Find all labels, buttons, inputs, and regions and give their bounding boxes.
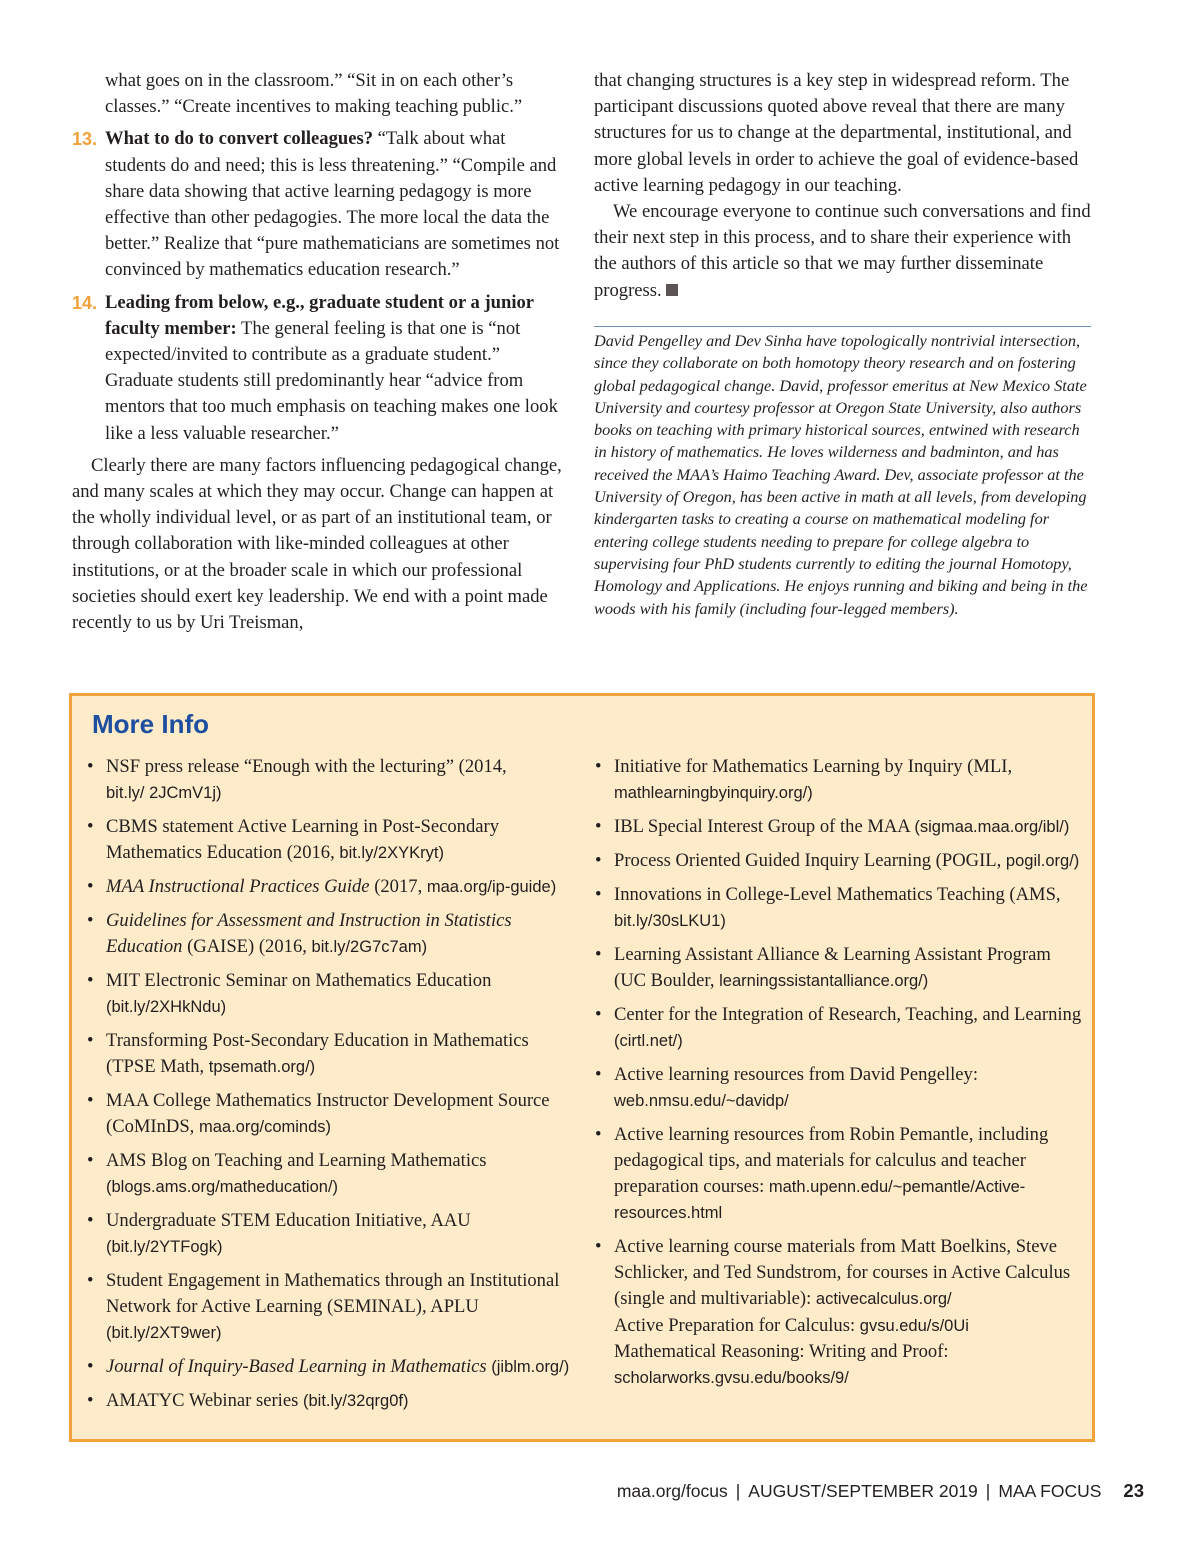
link[interactable]: bit.ly/30sLKU1) bbox=[614, 911, 726, 930]
item-heading: What to do to convert colleagues? bbox=[105, 128, 374, 150]
bullet-icon: • bbox=[595, 849, 602, 871]
link[interactable]: scholarworks.gvsu.edu/books/9/ bbox=[614, 1369, 849, 1388]
link[interactable]: (bit.ly/2XT9wer) bbox=[106, 1324, 222, 1343]
list-item: • Active learning resources from David Pengelley: web.nmsu.edu/~davidp/ bbox=[595, 1063, 979, 1110]
bullet-icon: • bbox=[87, 1269, 94, 1291]
link[interactable]: bit.ly/2G7c7am) bbox=[311, 938, 428, 956]
bullet-icon: • bbox=[87, 1356, 94, 1377]
bullet-icon: • bbox=[87, 1029, 94, 1051]
bullet-icon: • bbox=[595, 1236, 602, 1257]
bullet-icon: • bbox=[87, 969, 94, 991]
link[interactable]: activecalculus.org/ bbox=[815, 1290, 952, 1309]
author-bio: David Pengelley and Dev Sinha have topologically nontrivial intersection, since they collaborate on both homotopy theory research and on fostering global pedagogical change. David, professor emeritus at New Mexico State University and courtesy professor at Oregon State University, also authors books on teaching with primary historical sources, entwined with research in history of mathematics. He loves wilderness and badminton, and has received the MAA’s Haimo Teaching Award. Dev, associate professor at the University of Oregon, has been active in math at all levels, from developing kindergarten tasks to creating a course on mathematical modeling for entering college students needing to prepare for college algebra to supervising four PhD students currently to editing the journal Homotopy, Homology and Applications. He enjoys running and biking and being in the woods with his family (including four-legged members). bbox=[594, 331, 1088, 618]
bio-divider bbox=[594, 326, 1091, 327]
bullet-icon: • bbox=[87, 1209, 94, 1231]
bullet-icon: • bbox=[595, 816, 602, 837]
bullet-icon: • bbox=[595, 1063, 602, 1085]
continued-line-1: what goes on in the classroom.” “Sit in on each other’s bbox=[105, 70, 514, 91]
link[interactable]: maa.org/cominds) bbox=[198, 1118, 332, 1136]
footer-issue: AUGUST/SEPTEMBER 2019 bbox=[748, 1481, 978, 1501]
more-info-title: More Info bbox=[92, 709, 209, 739]
item-text: The general feeling is that one is “not expected/invited to contribute as a graduate student.” Graduate students still predominantly hear “advice from mentors that too much emphasis on teaching makes one look like a less valuable researcher.” bbox=[105, 317, 558, 444]
list-item: • Center for the Integration of Research, Teaching, and Learning (cirtl.net/) bbox=[595, 1003, 1082, 1050]
more-info-list-right bbox=[595, 754, 1084, 1399]
right-paragraph-1: that changing structures is a key step in widespread reform. The participant discussions quoted above reveal that there are many structures for us to change at the departmental, institutional, and more global levels in order to achieve the goal of evidence-based active learning pedagogy in our teaching. bbox=[594, 70, 1079, 196]
link[interactable]: (bit.ly/2XHkNdu) bbox=[106, 998, 227, 1016]
bullet-icon: • bbox=[595, 883, 602, 905]
left-column bbox=[72, 68, 564, 636]
link[interactable]: math.upenn.edu/~pemantle/Active-resources.html bbox=[614, 1178, 1026, 1223]
link[interactable]: gvsu.edu/s/0Ui bbox=[859, 1316, 969, 1335]
list-item: • Learning Assistant Alliance & Learning Assistant Program (UC Boulder, learningssistantalliance.org/) bbox=[595, 943, 1051, 991]
list-item: • Innovations in College-Level Mathematics Teaching (AMS, bit.ly/30sLKU1) bbox=[595, 883, 1061, 930]
bullet-icon: • bbox=[595, 943, 602, 965]
right-paragraph-2 bbox=[594, 199, 1092, 304]
link[interactable]: mathlearningbyinquiry.org/) bbox=[614, 784, 813, 803]
link[interactable]: maa.org/ip-guide) bbox=[426, 878, 557, 896]
list-item: • MAA Instructional Practices Guide (2017, maa.org/ip-guide) bbox=[106, 874, 572, 900]
list-item: • MAA College Mathematics Instructor Development Source (CoMInDS, maa.org/cominds) bbox=[87, 1089, 550, 1137]
list-item: • IBL Special Interest Group of the MAA (sigmaa.maa.org/ibl/) bbox=[614, 814, 1084, 840]
list-item: • Initiative for Mathematics Learning by Inquiry (MLI, mathlearningbyinquiry.org/) bbox=[595, 756, 1013, 803]
link[interactable]: web.nmsu.edu/~davidp/ bbox=[614, 1091, 789, 1110]
list-item: • Active learning course materials from Matt Boelkins, Steve Schlicker, and Ted Sundstrom, for courses in Active Calculus (single and multivariable): activecalculus.org/ Active Preparation for Calculus: gvsu.edu/s/0Ui Mathematical Reasoning: Writing and Proof: scholarworks.gvsu.edu/books/9/ bbox=[595, 1236, 1071, 1388]
bullet-icon: • bbox=[87, 756, 94, 777]
link[interactable]: (sigmaa.maa.org/ibl/) bbox=[914, 818, 1070, 836]
link[interactable]: (bit.ly/2YTFogk) bbox=[106, 1238, 223, 1256]
link[interactable]: (bit.ly/32qrg0f) bbox=[302, 1391, 409, 1410]
page-footer bbox=[617, 1480, 1144, 1502]
list-item: • Process Oriented Guided Inquiry Learning (POGIL, pogil.org/) bbox=[614, 848, 1084, 874]
link[interactable]: pogil.org/) bbox=[1005, 851, 1080, 870]
list-item: • MIT Electronic Seminar on Mathematics Education (bit.ly/2XHkNdu) bbox=[87, 969, 492, 1016]
more-info-box bbox=[69, 693, 1095, 1442]
item-number: 13. bbox=[72, 129, 98, 150]
list-item: • CBMS statement Active Learning in Post-Secondary Mathematics Education (2016, bit.ly/2XYKryt) bbox=[87, 816, 499, 864]
list-item: • AMATYC Webinar series (bit.ly/32qrg0f) bbox=[106, 1388, 572, 1414]
link[interactable]: bit.ly/2XYKryt) bbox=[339, 844, 444, 863]
list-item: • AMS Blog on Teaching and Learning Mathematics (blogs.ams.org/matheducation/) bbox=[87, 1149, 487, 1196]
more-info-list-left bbox=[87, 754, 572, 1422]
item-number: 14. bbox=[72, 292, 98, 313]
bullet-icon: • bbox=[595, 756, 602, 777]
list-item: • Student Engagement in Mathematics through an Institutional Network for Active Learning (SEMINAL), APLU (bit.ly/2XT9wer) bbox=[87, 1269, 560, 1343]
list-item: • Journal of Inquiry-Based Learning in Mathematics (jiblm.org/) bbox=[106, 1354, 572, 1380]
list-item-13 bbox=[72, 126, 564, 283]
link[interactable]: learningssistantalliance.org/) bbox=[719, 971, 929, 990]
link[interactable]: bit.ly/ 2JCmV1j) bbox=[106, 784, 222, 803]
bullet-icon: • bbox=[595, 1003, 602, 1025]
continued-line-2: classes.” “Create incentives to making teaching public.” bbox=[105, 96, 523, 118]
link[interactable]: (jiblm.org/) bbox=[491, 1358, 570, 1376]
bullet-icon: • bbox=[87, 909, 94, 931]
continued-text bbox=[72, 68, 564, 120]
end-mark-icon bbox=[666, 284, 678, 296]
footer-url[interactable]: maa.org/focus bbox=[616, 1481, 728, 1501]
right-column bbox=[594, 68, 1092, 304]
list-item: • Active learning resources from Robin Pemantle, including pedagogical tips, and materials for calculus and teacher preparation courses: math.upenn.edu/~pemantle/Active-resources.html bbox=[595, 1123, 1049, 1223]
item-text: “Talk about what students do and need; this is less threatening.” “Compile and share data showing that active learning pedagogy is more effective than other pedagogies. The more local the data the better.” Realize that “pure mathematicians are sometimes not convinced by mathematics education research.” bbox=[105, 128, 560, 281]
link[interactable]: (cirtl.net/) bbox=[614, 1031, 683, 1050]
list-item: • Guidelines for Assessment and Instruction in Statistics Education (GAISE) (2016, bit.ly/2G7c7am) bbox=[87, 909, 512, 957]
bullet-icon: • bbox=[87, 1089, 94, 1111]
bullet-icon: • bbox=[87, 1389, 94, 1411]
list-item: • Undergraduate STEM Education Initiative, AAU (bit.ly/2YTFogk) bbox=[87, 1209, 471, 1256]
item-heading: Leading from below, e.g., graduate student or a junior faculty member: bbox=[105, 291, 534, 339]
footer-separator: | bbox=[985, 1481, 991, 1501]
footer-magazine: MAA FOCUS bbox=[998, 1481, 1102, 1501]
list-item-14 bbox=[72, 290, 564, 447]
list-item: • Transforming Post-Secondary Education in Mathematics (TPSE Math, tpsemath.org/) bbox=[87, 1029, 529, 1077]
closing-paragraph: Clearly there are many factors influencing pedagogical change, and many scales at which they may occur. Change can happen at the wholly individual level, or as part of an institutional team, or through collaboration with like-minded colleagues at other institutions, or at the broader scale in which our professional societies should exert key leadership. We end with a point made recently to us by Uri Treisman, bbox=[72, 454, 562, 634]
bullet-icon: • bbox=[87, 876, 94, 897]
paragraph-text: We encourage everyone to continue such conversations and find their next step in this process, and to share their experience with the authors of this article so that we may further disseminate progress. bbox=[594, 201, 1091, 301]
link[interactable]: tpsemath.org/) bbox=[208, 1058, 316, 1076]
bullet-icon: • bbox=[87, 816, 94, 837]
list-item: • NSF press release “Enough with the lecturing” (2014, bit.ly/ 2JCmV1j) bbox=[87, 756, 507, 803]
link[interactable]: (blogs.ams.org/matheducation/) bbox=[106, 1178, 339, 1196]
footer-separator: | bbox=[735, 1481, 741, 1501]
bullet-icon: • bbox=[87, 1149, 94, 1171]
page-number: 23 bbox=[1123, 1480, 1144, 1501]
bullet-icon: • bbox=[595, 1123, 602, 1145]
